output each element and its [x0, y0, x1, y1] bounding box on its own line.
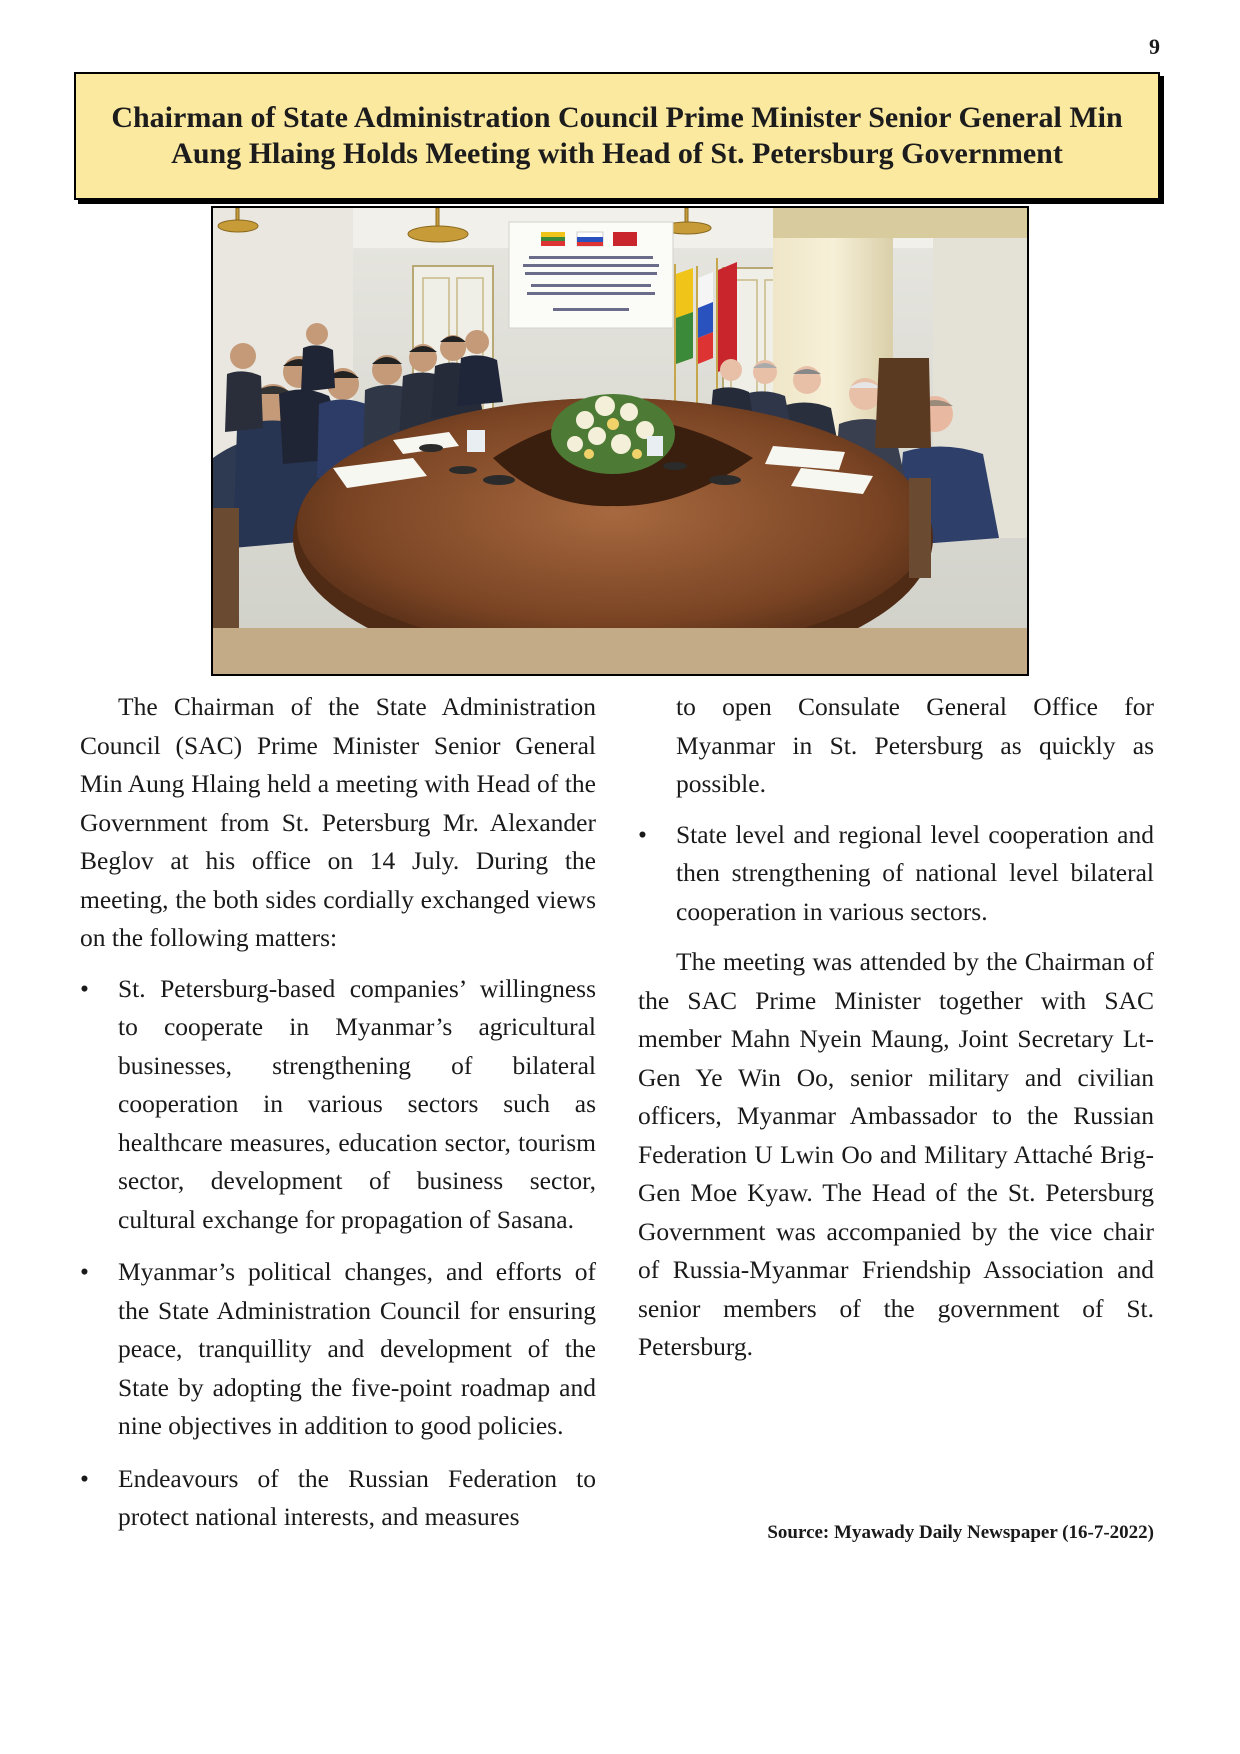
- left-column: [80, 688, 596, 1537]
- bullet-icon: •: [80, 1257, 89, 1286]
- bullet-continuation: to open Consulate General Office for Myanmar in St. Petersburg as quickly as possible.: [676, 692, 1154, 798]
- bullet-item: [638, 816, 1154, 932]
- bullet-text: Myanmar’s political changes, and efforts of the State Administration Council for ensuring peace, tranquillity and development of the State by adopting the five-point roadmap and nine objectives in addition to good policies.: [118, 1257, 596, 1440]
- bullet-item: [80, 1460, 596, 1537]
- intro-paragraph: The Chairman of the State Administration Council (SAC) Prime Minister Senior General Min Aung Hlaing held a meeting with Head of the Government from St. Petersburg Mr. Alexander Beglov at his office on 14 July. During the meeting, the both sides cordially exchanged views on the following matters:: [80, 692, 596, 952]
- bullet-text: St. Petersburg-based companies’ willingness to cooperate in Myanmar’s agricultural businesses, strengthening of bilateral cooperation in various sectors such as healthcare measures, education sector, tourism sector, development of business sector, cultural exchange for propagation of Sasana.: [118, 973, 596, 1234]
- bullet-text: State level and regional level cooperation and then strengthening of national level bilateral cooperation in various sectors.: [676, 819, 1154, 926]
- headline: Chairman of State Administration Council Prime Minister Senior General Min Aung Hlaing Holds Meeting with Head of St. Petersburg Government: [111, 101, 1123, 170]
- right-column: [638, 688, 1154, 1367]
- source-credit: Source: Myawady Daily Newspaper (16-7-2022): [767, 1522, 1154, 1543]
- bullet-icon: •: [638, 819, 647, 849]
- meeting-photo: [211, 206, 1029, 676]
- headline-box: [74, 72, 1160, 200]
- bullet-icon: •: [80, 973, 89, 1003]
- bullet-item: [80, 1253, 596, 1446]
- bullet-list-right: [638, 816, 1154, 932]
- bullet-text: Endeavours of the Russian Federation to protect national interests, and measures: [118, 1463, 596, 1531]
- bullet-icon: •: [80, 1463, 89, 1493]
- bullet-item: [80, 970, 596, 1240]
- closing-paragraph: The meeting was attended by the Chairman of the SAC Prime Minister together with SAC member Mahn Nyein Maung, Joint Secretary Lt-Gen Ye Win Oo, senior military and civilian officers, Myanmar Ambassador to the Russian Federation U Lwin Oo and Military Attaché Brig-Gen Moe Kyaw. The Head of the St. Petersburg Government was accompanied by the vice chair of Russia-Myanmar Friendship Association and senior members of the government of St. Petersburg.: [638, 947, 1154, 1361]
- bullet-list-left: [80, 970, 596, 1537]
- meeting-room-illustration: [213, 208, 1027, 674]
- page-number: 9: [1149, 34, 1160, 59]
